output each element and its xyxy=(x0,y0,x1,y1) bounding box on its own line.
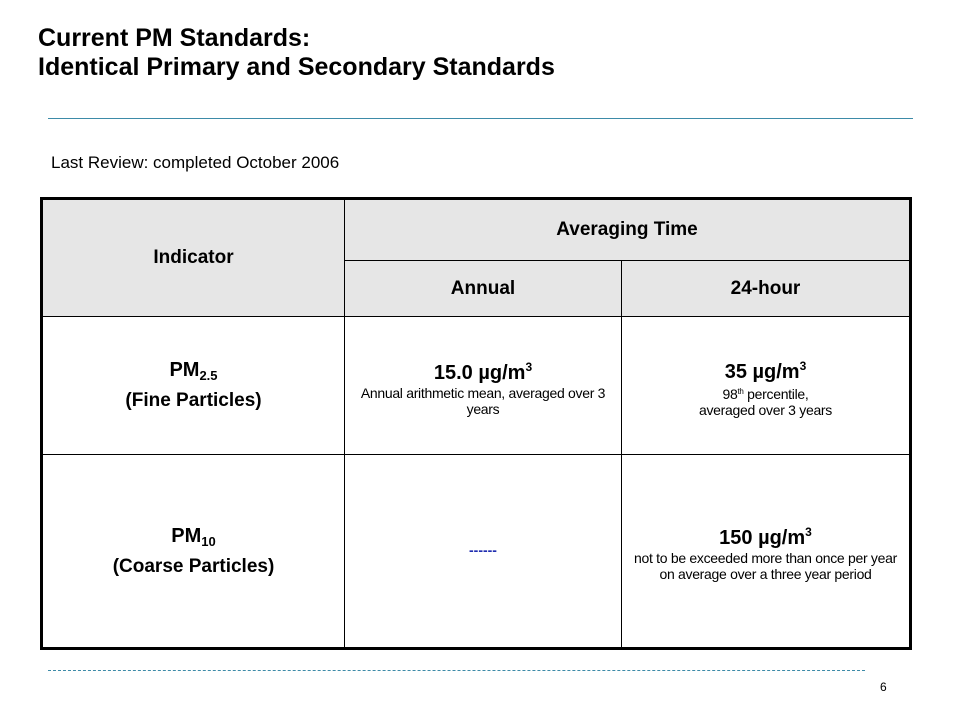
slide-title xyxy=(38,24,918,82)
header-annual: Annual xyxy=(345,261,622,317)
daily-cell-pm25 xyxy=(622,317,911,455)
header-indicator: Indicator xyxy=(42,199,345,317)
pollutant-name: $PM_{2.5}$ xyxy=(169,359,218,383)
pm-standards-table xyxy=(40,197,912,650)
slide-title-line2: Identical Primary and Secondary Standards xyxy=(38,53,555,81)
annual-standard-value: 15.0 $\mu g/m^3$ xyxy=(433,359,533,384)
pollutant-name: $PM_{10}$ xyxy=(171,524,216,549)
no-standard-dash: ------ xyxy=(469,542,497,558)
last-review-text: Last Review: completed October 2006 xyxy=(51,153,340,172)
header-24-hour: 24-hour xyxy=(622,261,911,317)
annual-cell-pm25 xyxy=(345,317,622,455)
table-row-pm10 xyxy=(42,455,911,649)
indicator-cell-pm25 xyxy=(42,317,345,455)
daily-standard-value: 35 $\mu g/m^3$ xyxy=(724,358,807,383)
footer-divider xyxy=(48,670,865,671)
pollutant-description: (Coarse Particles) xyxy=(112,555,275,577)
daily-cell-pm10 xyxy=(622,455,911,649)
page-number: 6 xyxy=(880,680,887,694)
daily-standard-note-line1: 98th percentile, xyxy=(722,385,809,402)
table-header-row xyxy=(42,199,911,261)
title-divider xyxy=(48,118,913,119)
header-averaging-time: Averaging Time xyxy=(345,199,911,261)
slide-title-line1: Current PM Standards: xyxy=(38,24,311,52)
pollutant-description: (Fine Particles) xyxy=(125,390,262,411)
indicator-cell-pm10 xyxy=(42,455,345,649)
annual-cell-pm10 xyxy=(345,455,622,649)
table-row-pm25 xyxy=(42,317,911,455)
daily-standard-note-line2: averaged over 3 years xyxy=(698,401,832,418)
daily-standard-value: 150 $\mu g/m^3$ xyxy=(719,525,812,549)
annual-standard-note: Annual arithmetic mean, averaged over 3 years xyxy=(360,384,606,417)
daily-standard-note: not to be exceeded more than once per year on average over a three year period xyxy=(634,550,897,582)
